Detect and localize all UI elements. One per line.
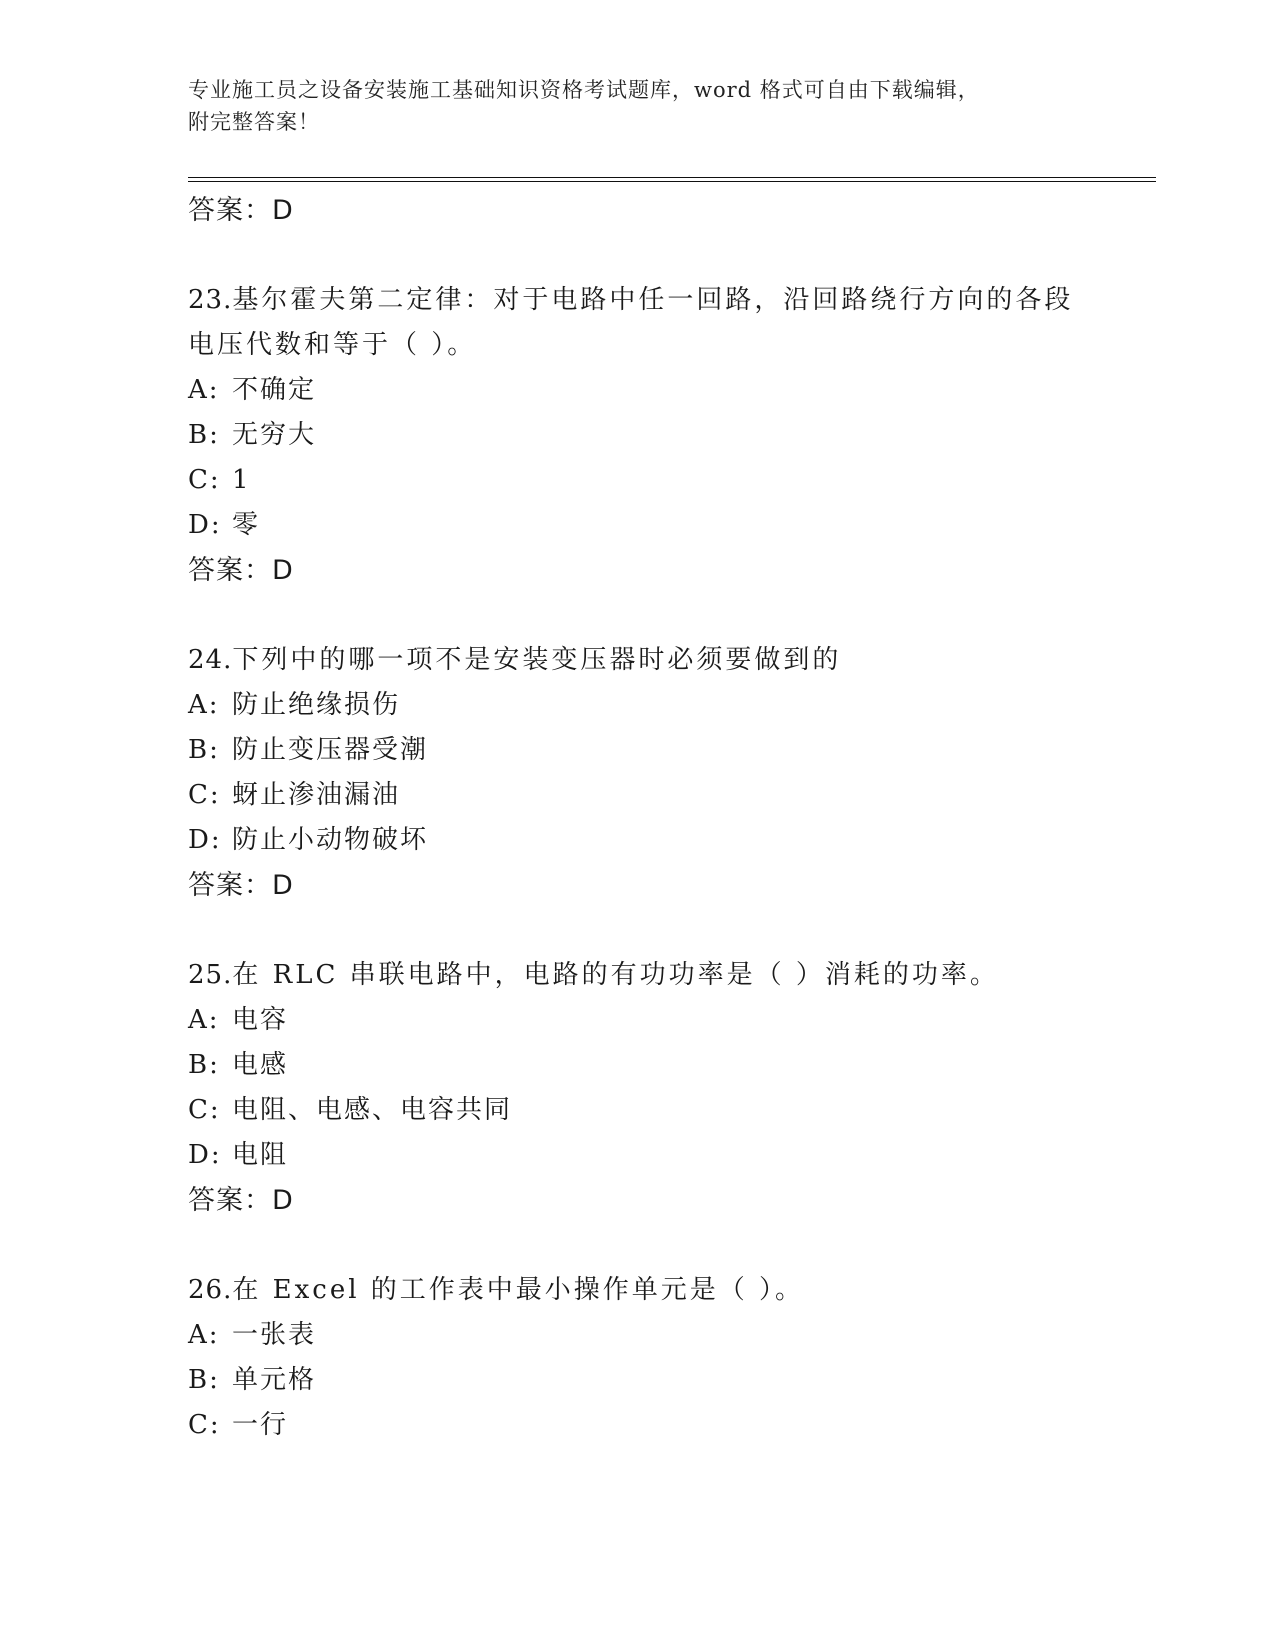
option-text: 零 — [232, 510, 261, 540]
answer-line: 答案：D — [188, 555, 294, 586]
question-number: 26. — [188, 1275, 233, 1305]
option-d — [188, 1133, 1156, 1178]
question-number: 25. — [188, 960, 233, 990]
question-text-line-1: 在 Excel 的工作表中最小操作单元是（ ）。 — [232, 1275, 805, 1305]
option-b — [188, 728, 1156, 773]
document-header — [188, 74, 1068, 138]
question-text-line-1: 基尔霍夫第二定律：对于电路中任一回路，沿回路绕行方向的各段 — [232, 285, 1074, 315]
header-divider — [188, 177, 1156, 182]
question-item — [188, 953, 1156, 1224]
option-c — [188, 458, 1156, 503]
question-text — [188, 953, 1156, 998]
question-item — [188, 278, 1156, 594]
option-text: 1 — [232, 465, 251, 495]
question-list — [188, 188, 1156, 1448]
option-a — [188, 1313, 1156, 1358]
answer-line: 答案：D — [188, 870, 294, 901]
option-letter: A: — [188, 690, 220, 720]
header-line-2: 附完整答案！ — [188, 110, 320, 134]
header-line-1: 专业施工员之设备安装施工基础知识资格考试题库，word 格式可自由下载编辑， — [188, 78, 980, 102]
option-text: 无穷大 — [232, 420, 317, 450]
option-d — [188, 503, 1156, 548]
option-text: 防止绝缘损伤 — [232, 690, 401, 720]
option-letter: C: — [188, 1095, 221, 1125]
option-text: 电容 — [232, 1005, 289, 1035]
question-number: 23. — [188, 285, 233, 315]
option-d — [188, 818, 1156, 863]
option-letter: B: — [188, 1050, 220, 1080]
option-b — [188, 1043, 1156, 1088]
option-letter: C: — [188, 780, 221, 810]
option-letter: A: — [188, 1320, 220, 1350]
question-number: 24. — [188, 645, 233, 675]
option-text: 电感 — [232, 1050, 289, 1080]
option-c — [188, 1088, 1156, 1133]
option-text: 不确定 — [232, 375, 317, 405]
option-letter: A: — [188, 1005, 220, 1035]
option-b — [188, 413, 1156, 458]
option-letter: B: — [188, 1365, 220, 1395]
option-letter: D: — [188, 825, 222, 855]
option-letter: D: — [188, 1140, 222, 1170]
option-b — [188, 1358, 1156, 1403]
option-a — [188, 998, 1156, 1043]
option-text: 电阻、电感、电容共同 — [232, 1095, 513, 1125]
answer-line: 答案：D — [188, 195, 294, 226]
option-c — [188, 773, 1156, 818]
option-letter: B: — [188, 420, 220, 450]
option-text: 电阻 — [232, 1140, 289, 1170]
question-item — [188, 638, 1156, 909]
option-letter: B: — [188, 735, 220, 765]
option-letter: D: — [188, 510, 222, 540]
option-letter: C: — [188, 465, 221, 495]
option-text: 一行 — [232, 1410, 289, 1440]
question-text — [188, 1268, 1156, 1313]
question-text-line-1: 在 RLC 串联电路中，电路的有功功率是（ ）消耗的功率。 — [232, 960, 999, 990]
option-a — [188, 683, 1156, 728]
question-item — [188, 1268, 1156, 1448]
option-text: 蚜止渗油漏油 — [232, 780, 401, 810]
question-text-line-2: 电压代数和等于（ ）。 — [188, 330, 477, 360]
option-text: 单元格 — [232, 1365, 317, 1395]
question-text — [188, 638, 1156, 683]
option-c — [188, 1403, 1156, 1448]
option-text: 防止变压器受潮 — [232, 735, 429, 765]
option-letter: A: — [188, 375, 220, 405]
question-text — [188, 278, 1156, 323]
option-text: 一张表 — [232, 1320, 317, 1350]
question-text-line-1: 下列中的哪一项不是安装变压器时必须要做到的 — [232, 645, 842, 675]
option-text: 防止小动物破坏 — [232, 825, 429, 855]
answer-line: 答案：D — [188, 1185, 294, 1216]
option-letter: C: — [188, 1410, 221, 1440]
option-a — [188, 368, 1156, 413]
